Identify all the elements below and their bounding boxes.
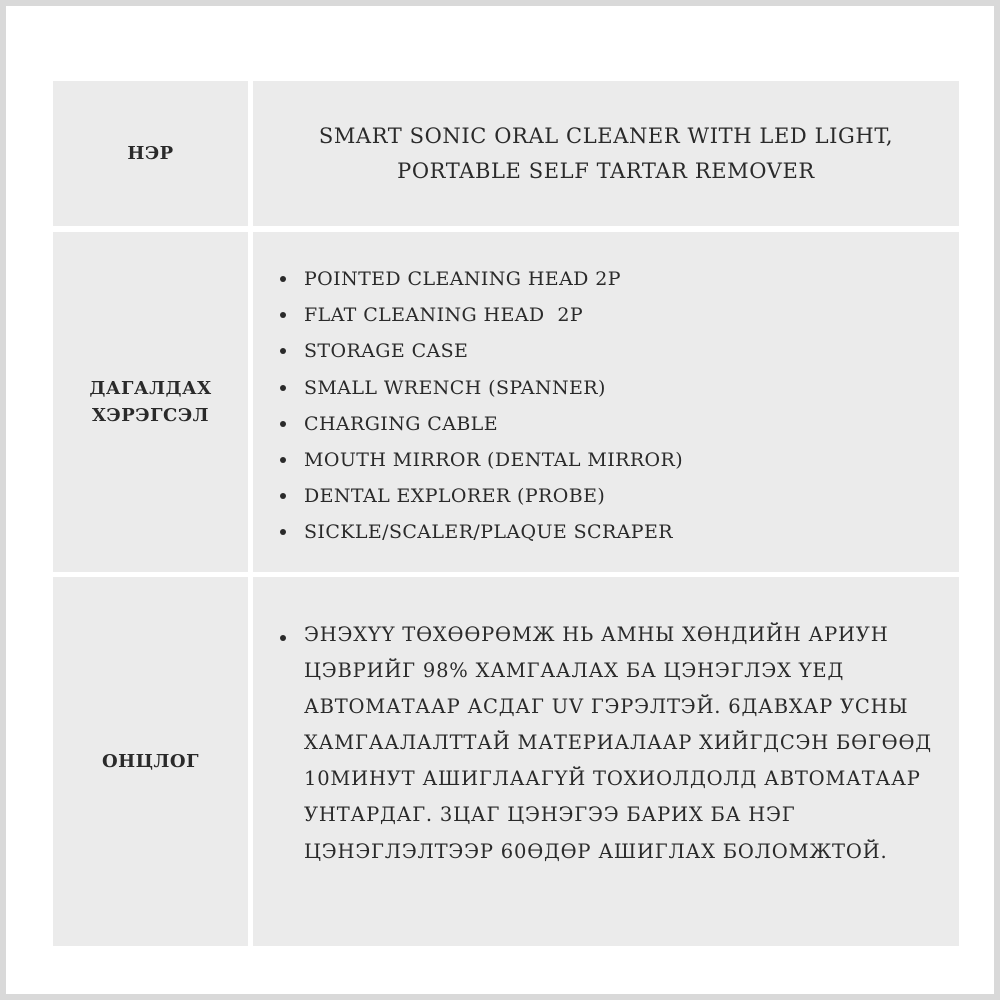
name-label-cell (53, 81, 248, 226)
table-row-name (53, 81, 959, 226)
bullet-icon (280, 421, 286, 427)
product-name-line-2: PORTABLE SELF TARTAR REMOVER (397, 158, 815, 183)
bullet-icon (280, 276, 286, 282)
product-name (319, 119, 893, 189)
list-item (280, 370, 683, 406)
table-row-accessories (53, 232, 959, 572)
bullet-icon (280, 312, 286, 318)
features-value-cell (253, 577, 959, 946)
list-item-text: SMALL WRENCH (SPANNER) (304, 376, 606, 399)
bullet-icon (280, 635, 286, 641)
list-item-text: CHARGING CABLE (304, 412, 498, 435)
list-item (280, 297, 683, 333)
list-item (280, 333, 683, 369)
list-item-text: FLAT CLEANING HEAD 2P (304, 304, 584, 327)
bullet-icon (280, 385, 286, 391)
list-item (280, 406, 683, 442)
features-label: ОНЦЛОГ (101, 751, 200, 772)
list-item-text: STORAGE CASE (304, 340, 469, 363)
features-label-cell (53, 577, 248, 946)
bullet-icon (280, 457, 286, 463)
list-item-text: MOUTH MIRROR (DENTAL MIRROR) (304, 449, 684, 472)
features-description-text: ЭНЭХҮҮ ТӨХӨӨРӨМЖ НЬ АМНЫ ХӨНДИЙН АРИУН ЦЭВРИЙГ 98% ХАМГААЛАХ БА ЦЭНЭГЛЭХ ҮЕД АВТОМАТААР АСДАГ UV ГЭРЭЛТЭЙ. 6ДАВХАР УСНЫ ХАМГААЛАЛТТАЙ МАТЕРИАЛААР ХИЙГДСЭН БӨГӨӨД 10МИНУТ АШИГЛААГҮЙ ТОХИОЛДОЛД АВТОМАТААР УНТАРДАГ. 3ЦАГ ЦЭНЭГЭЭ БАРИХ БА НЭГ ЦЭНЭГЛЭЛТЭЭР 60ӨДӨР АШИГЛАХ БОЛОМЖТОЙ. (304, 623, 932, 863)
product-name-line-1: SMART SONIC ORAL CLEANER WITH LED LIGHT, (318, 123, 894, 148)
list-item (280, 261, 683, 297)
accessories-label-cell (53, 232, 248, 572)
page-frame (6, 6, 994, 994)
accessories-list (280, 261, 683, 551)
accessories-value-cell (253, 232, 959, 572)
list-item (280, 478, 683, 514)
table-row-features (53, 577, 959, 946)
accessories-label-line-2: ХЭРЭГСЭЛ (91, 405, 210, 426)
name-value-cell (253, 81, 959, 226)
bullet-icon (280, 493, 286, 499)
list-item-text: DENTAL EXPLORER (PROBE) (304, 485, 606, 508)
accessories-label (89, 375, 211, 429)
list-item (280, 442, 683, 478)
name-label: НЭР (127, 143, 174, 164)
list-item-text: SICKLE/SCALER/PLAQUE SCRAPER (304, 521, 673, 544)
bullet-icon (280, 529, 286, 535)
accessories-label-line-1: ДАГАЛДАХ (89, 378, 212, 399)
list-item-text: POINTED CLEANING HEAD 2P (304, 268, 621, 290)
features-description (280, 617, 945, 870)
bullet-icon (280, 348, 286, 354)
list-item (280, 514, 683, 550)
